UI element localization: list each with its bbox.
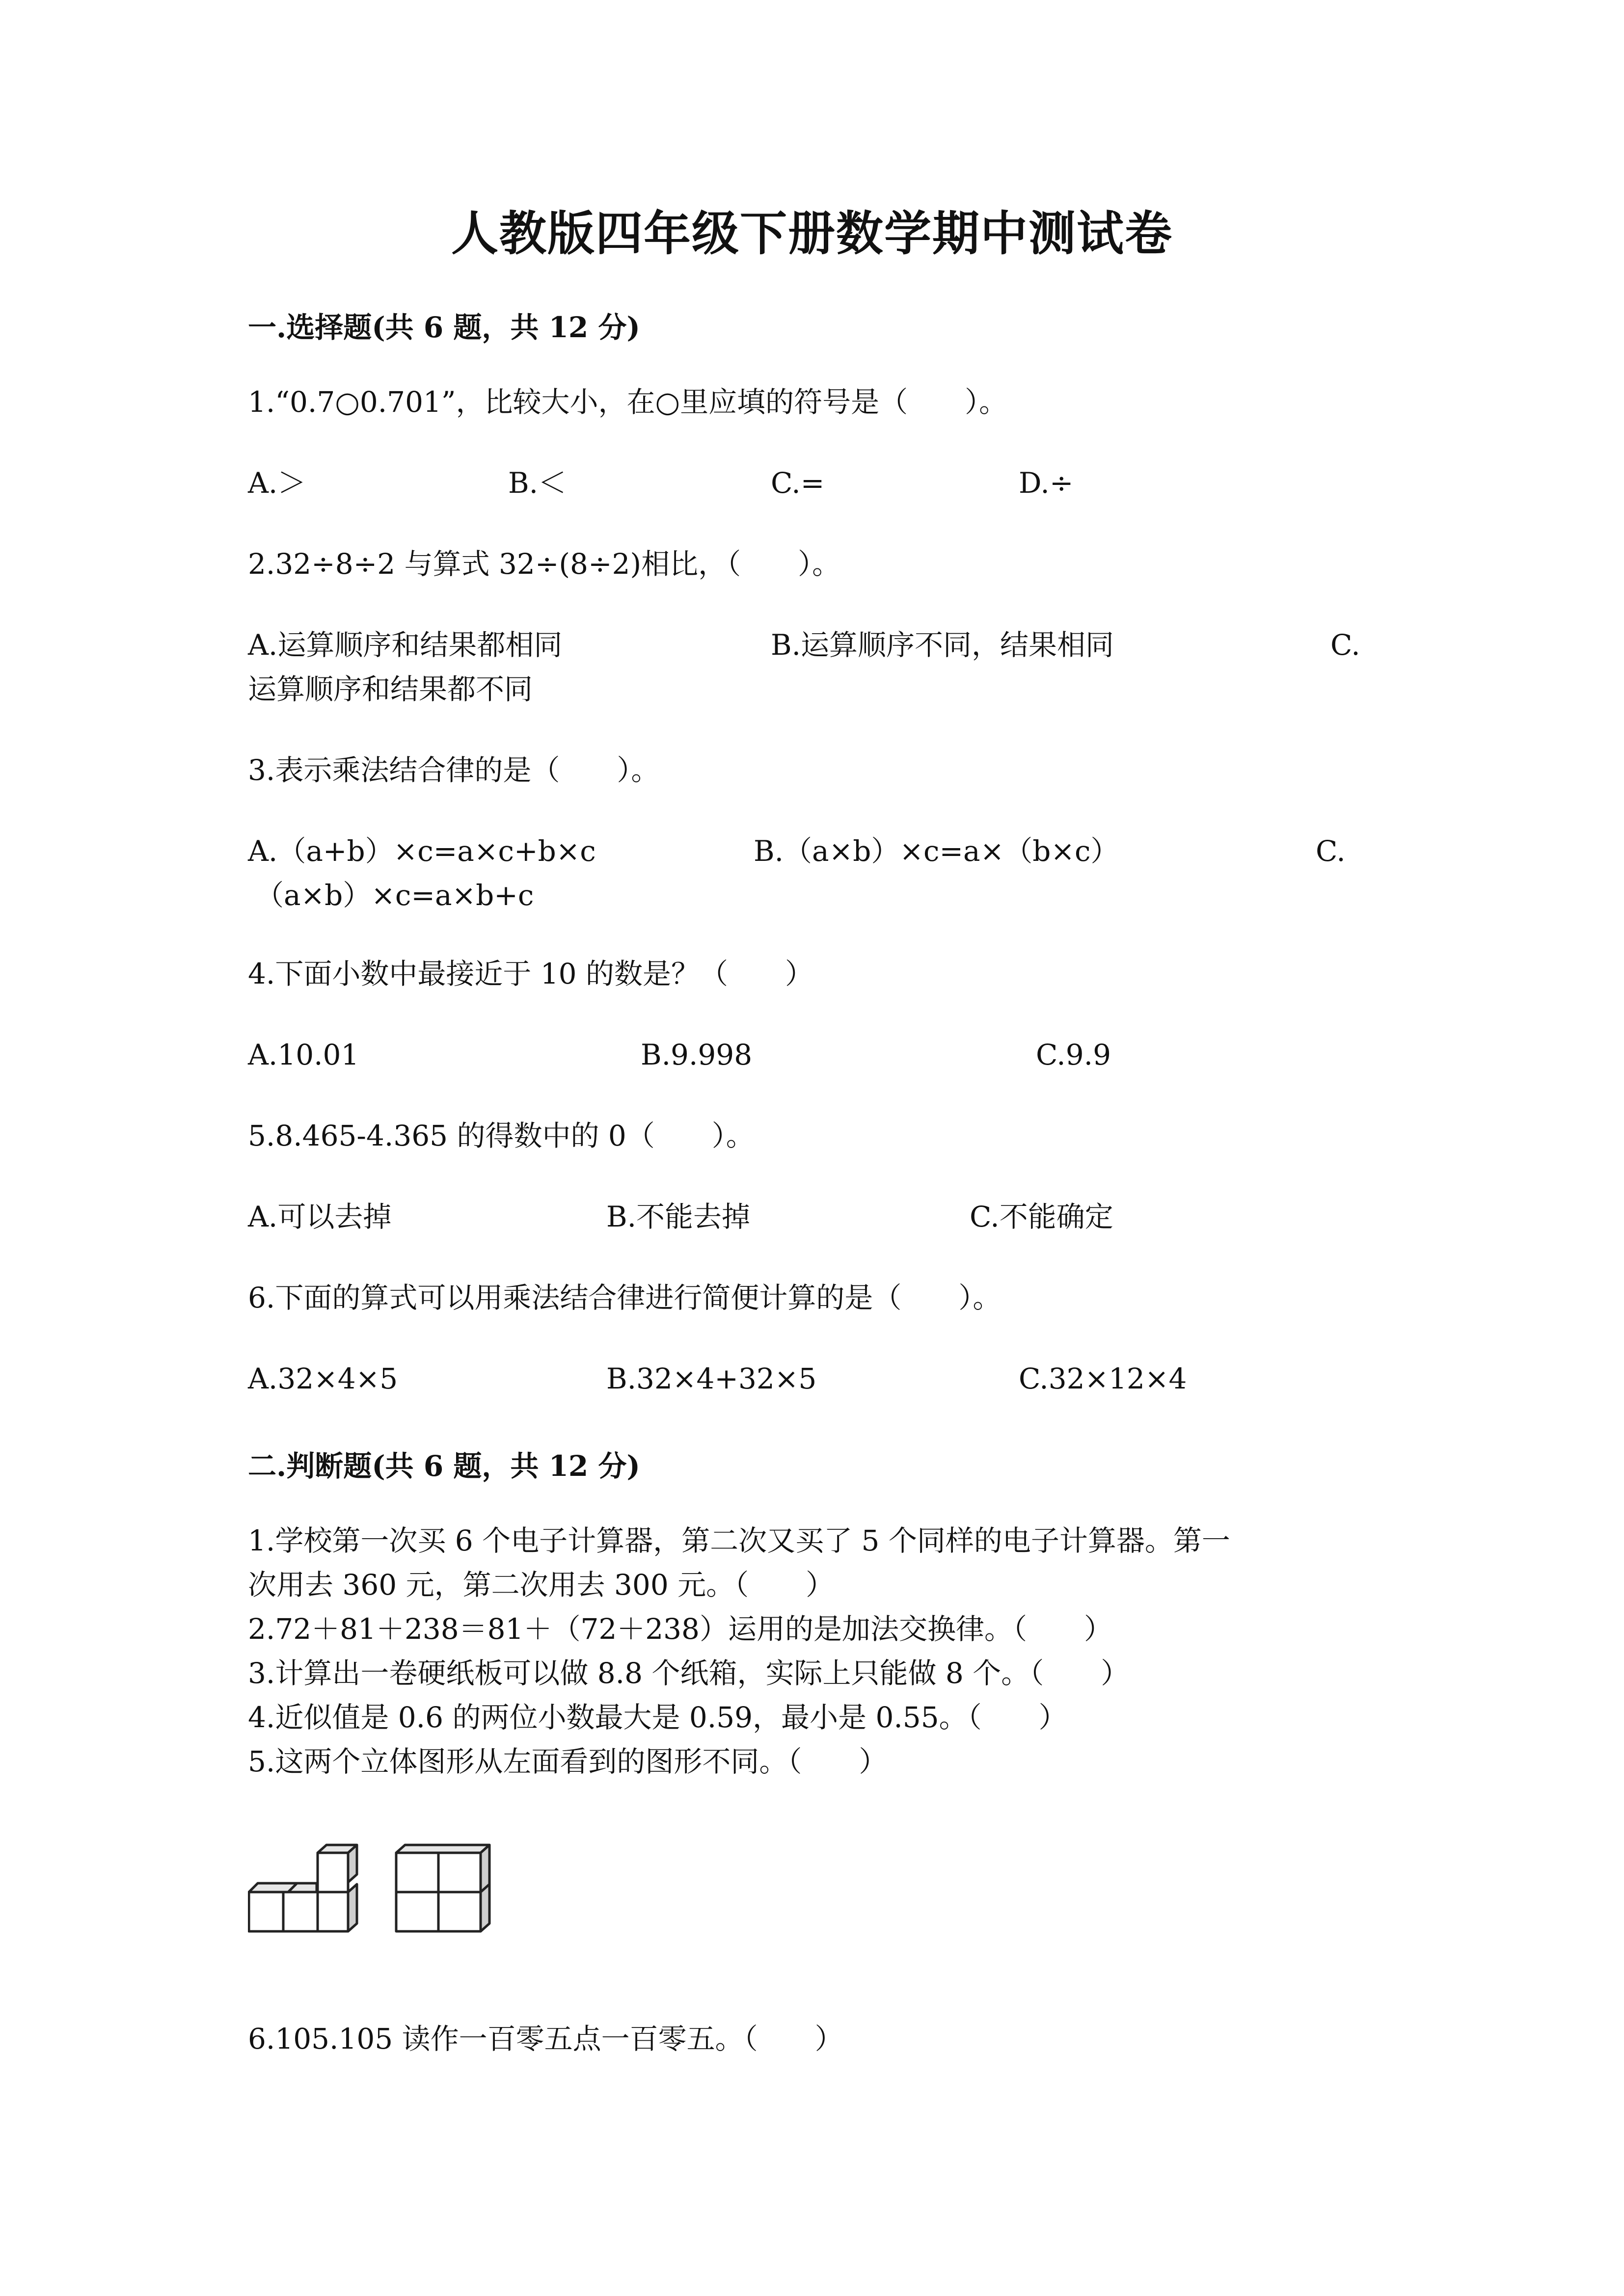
question-stem: 2.72＋81＋238＝81＋（72＋238）运用的是加法交换律。（ ） [248, 1612, 1112, 1646]
question-stem: 6.105.105 读作一百零五点一百零五。（ ） [248, 2022, 843, 2056]
question-stem-continued: 次用去 360 元，第二次用去 300 元。（ ） [248, 1568, 835, 1602]
option-a: A.32×4×5 [248, 1362, 398, 1395]
option-b: B.（a×b）×c=a×（b×c） [754, 834, 1119, 868]
right-cube-figure [396, 1845, 489, 1931]
option-c: 运算顺序和结果都不同 [248, 672, 533, 706]
option-c-prefix: C. [1316, 834, 1346, 868]
option-c-prefix: C. [1330, 628, 1360, 662]
page-title: 人教版四年级下册数学期中测试卷 [451, 206, 1173, 261]
option-b: B.不能去掉 [606, 1200, 751, 1233]
question-stem: 4.下面小数中最接近于 10 的数是？（ ） [248, 957, 814, 990]
option-c: C.= [771, 466, 825, 500]
option-b: B.9.998 [641, 1038, 753, 1071]
option-a: A.可以去掉 [248, 1200, 392, 1233]
option-c: C.9.9 [1036, 1038, 1111, 1071]
question-stem: 5.这两个立体图形从左面看到的图形不同。（ ） [248, 1745, 888, 1778]
option-c: C.不能确定 [970, 1200, 1113, 1233]
option-b: B.＜ [508, 466, 567, 500]
option-a: A.运算顺序和结果都相同 [248, 628, 563, 662]
option-b: B.32×4+32×5 [606, 1362, 817, 1395]
option-a: A.＞ [248, 466, 306, 500]
left-cube-figure [249, 1845, 357, 1931]
section-heading-choice: 一.选择题(共 6 题，共 12 分) [248, 311, 640, 344]
option-a: A.10.01 [248, 1038, 359, 1071]
question-stem: 3.计算出一卷硬纸板可以做 8.8 个纸箱，实际上只能做 8 个。（ ） [248, 1656, 1130, 1690]
cube-figures-drawing [248, 1843, 503, 1946]
option-b: B.运算顺序不同，结果相同 [771, 628, 1114, 662]
option-c: C.32×12×4 [1019, 1362, 1187, 1395]
cube-figures [248, 1843, 503, 1946]
question-stem: 4.近似值是 0.6 的两位小数最大是 0.59，最小是 0.55。（ ） [248, 1701, 1067, 1734]
question-stem: 6.下面的算式可以用乘法结合律进行简便计算的是（ ）。 [248, 1281, 1001, 1314]
option-c: （a×b）×c=a×b+c [255, 879, 534, 912]
option-a: A.（a+b）×c=a×c+b×c [248, 834, 596, 868]
option-d: D.÷ [1019, 466, 1074, 500]
question-stem: 1.学校第一次买 6 个电子计算器，第二次又买了 5 个同样的电子计算器。第一 [248, 1524, 1230, 1557]
section-heading-true-false: 二.判断题(共 6 题，共 12 分) [248, 1449, 640, 1483]
question-stem: 5.8.465-4.365 的得数中的 0（ ）。 [248, 1119, 755, 1152]
question-stem: 3.表示乘法结合律的是（ ）。 [248, 753, 660, 787]
question-stem: 2.32÷8÷2 与算式 32÷(8÷2)相比，（ ）。 [248, 547, 841, 581]
question-stem: 1.“0.7○0.701”，比较大小，在○里应填的符号是（ ）。 [248, 385, 1008, 419]
